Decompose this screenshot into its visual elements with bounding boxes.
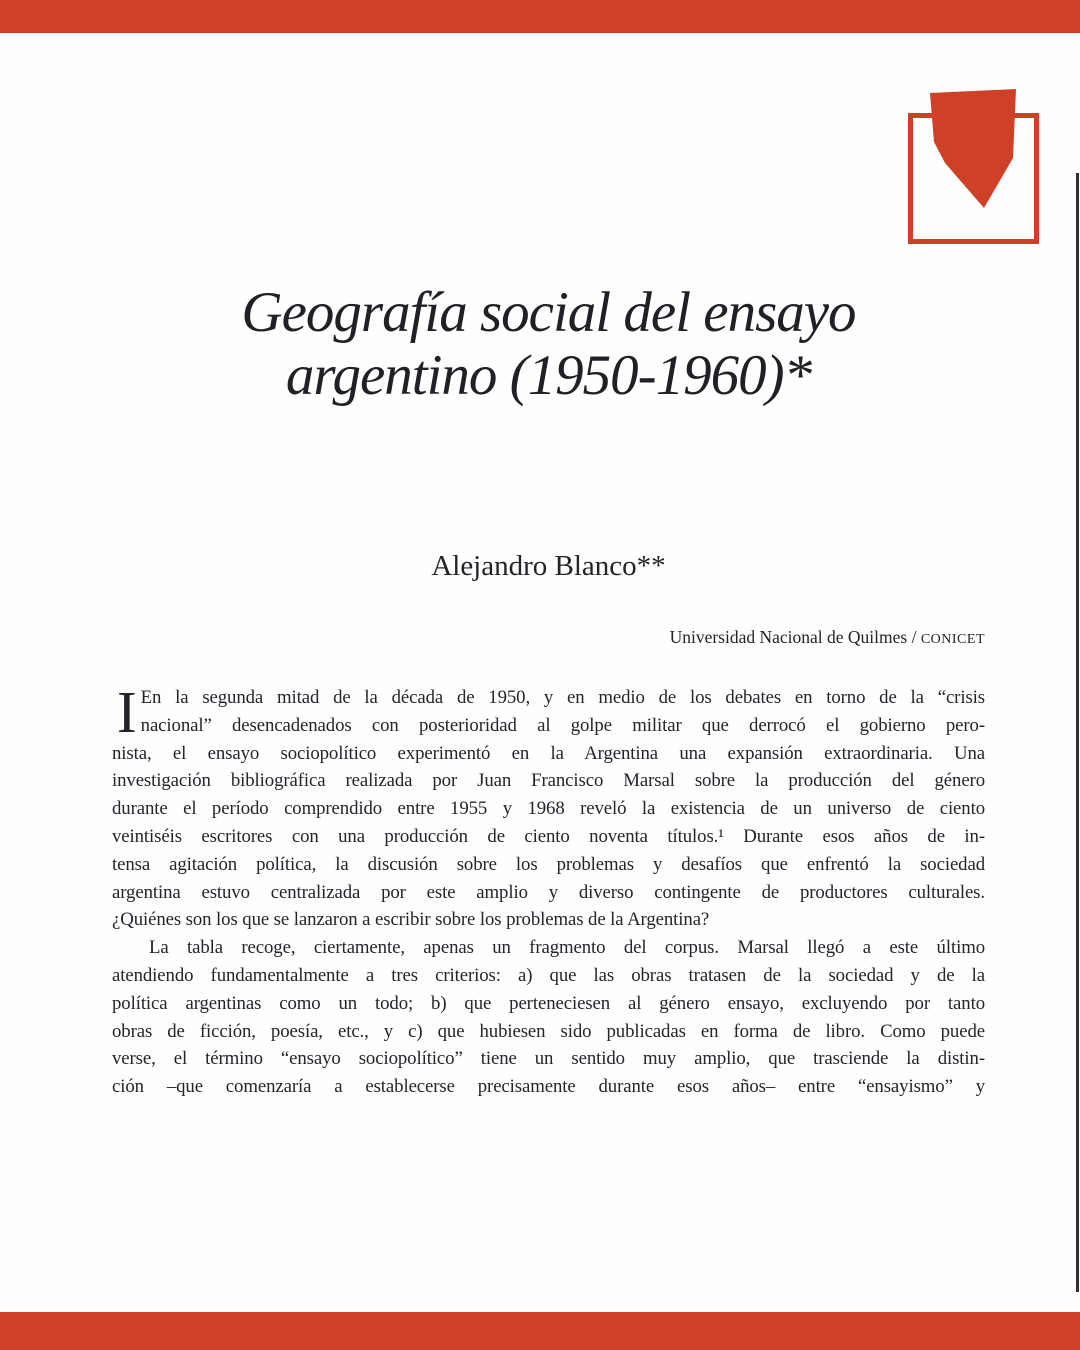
publisher-logo [896,82,1046,250]
article-title-line2: argentino (1950-1960)* [285,344,812,407]
page-scan-edge-line [1076,173,1079,1292]
drop-cap: I [117,679,137,745]
body-line: obras de ficción, poesía, etc., y c) que hubiesen sido publicadas en forma de libro. Como puede [112,1020,985,1042]
body-line: atendiendo fundamentalmente a tres criterios: a) que las obras tratasen de la sociedad y de la [112,964,985,986]
body-line: política argentinas como un todo; b) que perteneciesen al género ensayo, excluyendo por tanto [112,992,985,1014]
body-line: durante el período comprendido entre 1955 y 1968 reveló la existencia de un universo de ciento [112,798,985,820]
body-line: En la segunda mitad de la década de 1950, y en medio de los debates en torno de la “crisis [140,687,985,708]
author-name: Alejandro Blanco** [431,550,666,582]
body-line: ¿Quiénes son los que se lanzaron a escribir sobre los problemas de la Argentina? [112,909,710,931]
body-line: argentina estuvo centralizada por este amplio y diverso contingente de productores culturales. [112,881,985,903]
body-line: La tabla recoge, ciertamente, apenas un fragmento del corpus. Marsal llegó a este último [149,937,985,959]
author-affiliation [112,626,985,651]
body-line: ción –que comenzaría a establecerse precisamente durante esos años– entre “ensayismo” y [112,1076,985,1098]
article-title [104,281,993,407]
article-title-line1: Geografía social del ensayo [241,281,856,344]
body-line: investigación bibliográfica realizada por Juan Francisco Marsal sobre la producción del género [112,770,985,792]
body-line: veintiséis escritores con una producción de ciento noventa títulos.¹ Durante esos años de in- [112,825,985,847]
paragraph [112,934,985,1101]
pennant-in-square-icon [896,82,1046,250]
bottom-accent-band [0,1312,1080,1350]
affiliation-org: CONICET [920,632,985,647]
body-line: tensa agitación política, la discusión sobre los problemas y desafíos que enfrentó la sociedad [112,853,985,875]
body-line: nista, el ensayo sociopolítico experimentó en la Argentina una expansión extraordinaria. Una [112,742,985,764]
affiliation-institution: Universidad Nacional de Quilmes / [669,627,921,647]
top-accent-band [0,0,1080,33]
body-line: nacional” desencadenados con posterioridad al golpe militar que derrocó el gobierno pero- [140,714,985,736]
article-body [112,679,985,1101]
body-line: verse, el término “ensayo sociopolítico” tiene un sentido muy amplio, que trasciende la distin- [112,1048,985,1070]
paragraph [112,679,985,934]
